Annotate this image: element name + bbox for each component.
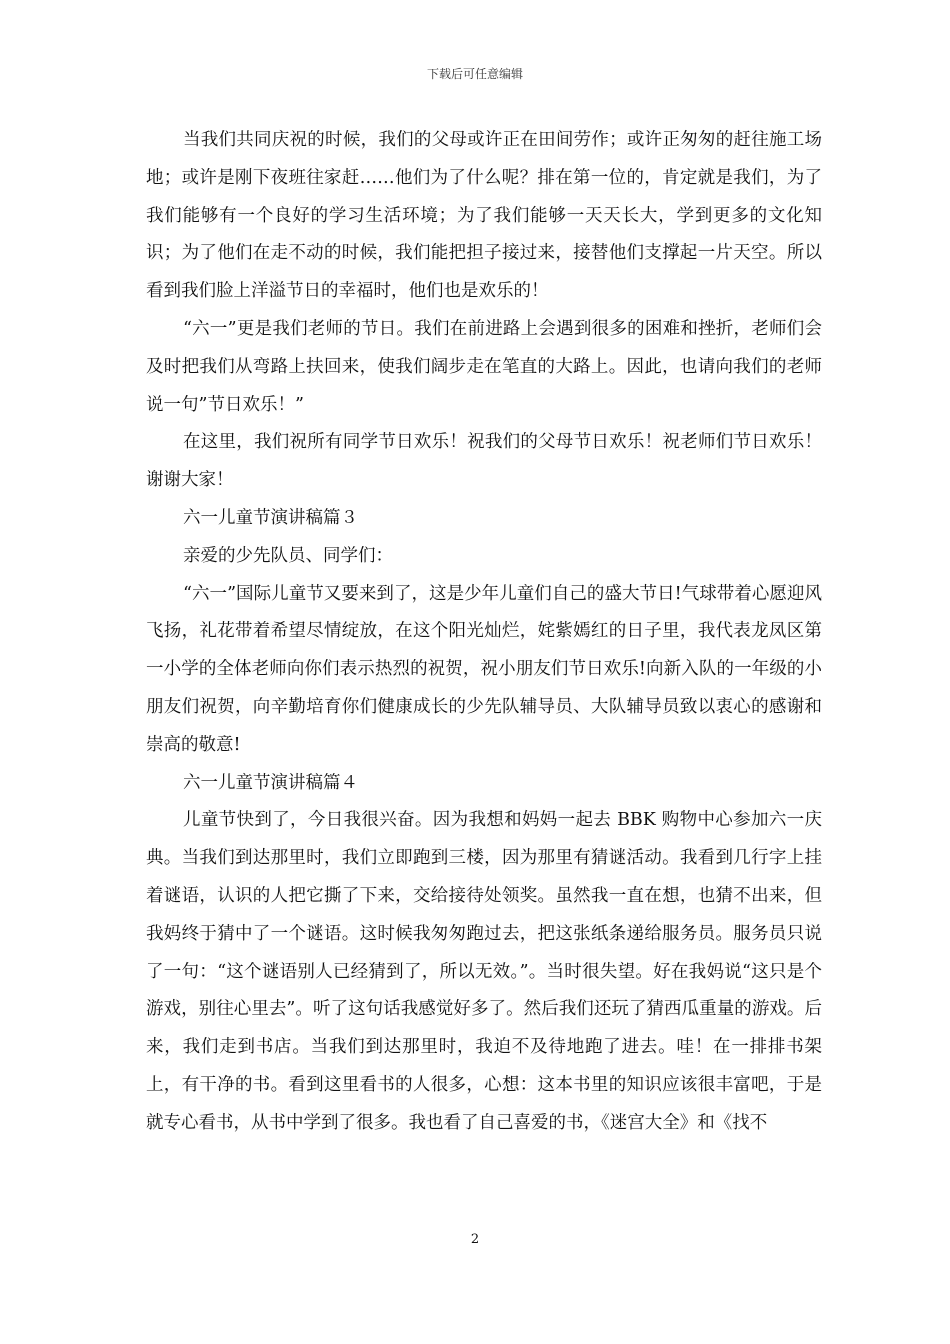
paragraph-greeting: 亲爱的少先队员、同学们： [183, 545, 393, 566]
paragraph-festival-wishes: “六一”国际儿童节又要来到了，这是少年儿童们自己的盛大节日!气球带着心愿迎风飞扬，礼花带着希望尽情绽放，在这个阳光灿烂，姹紫嫣红的日子里，我代表龙凤区第一小学的全体老师向你们表示热烈的祝贺，祝小朋友们节日欢乐!向新入队的一年级的小朋友们祝贺，向辛勤培育你们健康成长的少先队辅导员、大队辅导员致以衷心的感谢和崇高的敬意! [146, 583, 822, 755]
page-header: 下载后可任意编辑 [426, 67, 523, 81]
section-heading-speech-3: 六一儿童节演讲稿篇３ [183, 507, 358, 528]
page-number: 2 [470, 1232, 480, 1247]
document-body [146, 122, 822, 1143]
section-heading-speech-4: 六一儿童节演讲稿篇４ [183, 772, 358, 793]
paragraph-parents: 当我们共同庆祝的时候，我们的父母或许正在田间劳作；或许正匆匆的赶往施工场地；或许是刚下夜班往家赶……他们为了什么呢？排在第一位的，肯定就是我们，为了我们能够有一个良好的学习生活环境；为了我们能够一天天长大，学到更多的文化知识；为了他们在走不动的时候，我们能把担子接过来，接替他们支撑起一片天空。所以看到我们脸上洋溢节日的幸福时，他们也是欢乐的！ [146, 130, 822, 302]
paragraph-bbk-story: 儿童节快到了，今日我很兴奋。因为我想和妈妈一起去 BBK 购物中心参加六一庆典。当我们到达那里时，我们立即跑到三楼，因为那里有猜谜活动。我看到几行字上挂着谜语，认识的人把它撕了下来，交给接待处领奖。虽然我一直在想，也猜不出来，但我妈终于猜中了一个谜语。这时候我匆匆跑过去，把这张纸条递给服务员。服务员只说了一句：“这个谜语别人已经猜到了，所以无效。”。当时很失望。好在我妈说“这只是个游戏，别往心里去”。听了这句话我感觉好多了。然后我们还玩了猜西瓜重量的游戏。后来，我们走到书店。当我们到达那里时，我迫不及待地跑了进去。哇！在一排排书架上，有干净的书。看到这里看书的人很多，心想：这本书里的知识应该很丰富吧，于是就专心看书，从书中学到了很多。我也看了自己喜爱的书，《迷宫大全》和《找不 [146, 810, 822, 1133]
paragraph-teachers: “六一”更是我们老师的节日。我们在前进路上会遇到很多的困难和挫折，老师们会及时把我们从弯路上扶回来，使我们阔步走在笔直的大路上。因此，也请向我们的老师说一句”节日欢乐！” [146, 318, 822, 415]
paragraph-closing-wishes: 在这里，我们祝所有同学节日欢乐！祝我们的父母节日欢乐！祝老师们节日欢乐！谢谢大家！ [146, 432, 822, 491]
